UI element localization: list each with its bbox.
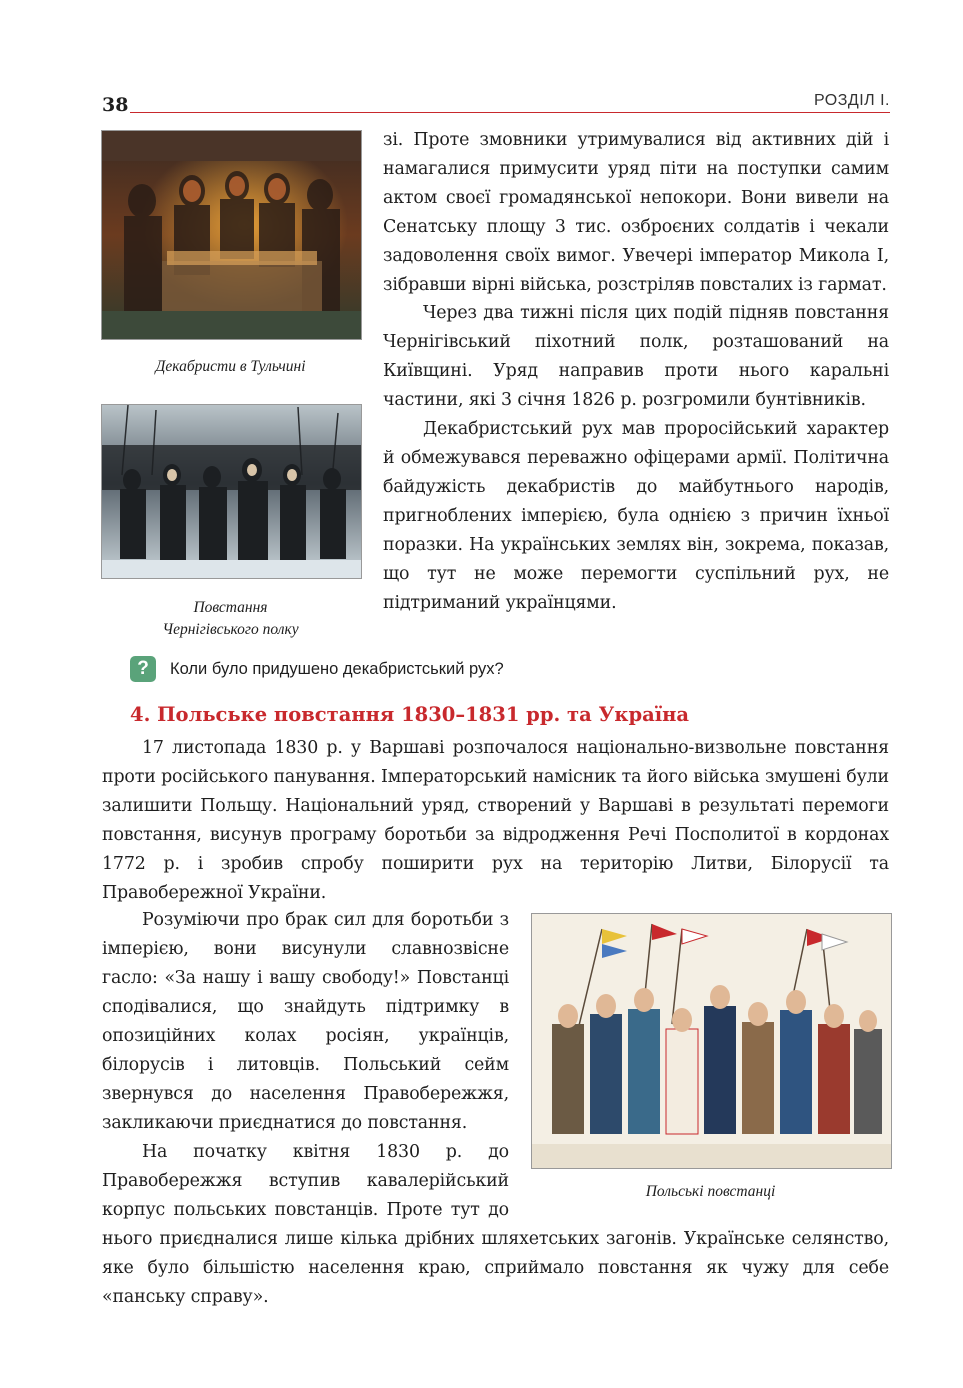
section-paragraph-1 xyxy=(102,734,889,907)
question-text: Коли було придушено декабристський рух? xyxy=(170,659,504,678)
chernihiv-caption-line2: Чернігівського полку xyxy=(162,621,299,638)
polish-insurgents-illustration xyxy=(531,913,892,1169)
paragraph: 17 листопада 1830 р. у Варшаві розпочалося національно-визвольне повстання проти російського панування. Імператорський намісник та його війська змушені були залишити Польщу. Національний уряд, створений у Варшаві в результаті перемоги повстання, висунув програму боротьби за відродження Речі Посполитої в кордонах 1772 р. і зробив спробу поширити рух на територію Литви, Білорусії та Правобережної України. xyxy=(102,738,889,903)
chernihiv-caption-line1: Повстання xyxy=(193,599,268,616)
chapter-title: РОЗДІЛ І. xyxy=(813,92,890,109)
question-mark-icon: ? xyxy=(130,656,156,682)
tulchyn-caption: Декабристи в Тульчині xyxy=(155,358,306,375)
right-column-text xyxy=(383,126,889,617)
tulchyn-painting xyxy=(101,130,362,340)
page-number: 38 xyxy=(102,94,129,116)
review-question xyxy=(130,656,504,682)
section-title: 4. Польське повстання 1830–1831 рр. та Україна xyxy=(130,703,690,726)
chernihiv-painting xyxy=(101,404,362,579)
paragraph: зі. Проте змовники утримувалися від активних дій і намагалися примусити уряд піти на поступки самим актом своєї громадянської непокори. Вони вивели на Сенатську площу 3 тис. озброєних солдатів і чекали задоволення своїх вимог. Увечері імператор Микола І, зібравши вірні війська, розстріляв повсталих із гармат. xyxy=(383,130,889,295)
paragraph: Декабристський рух мав проросійський характер й обмежувався переважно офіцерами армії. Політична байдужість декабристів до майбутнього народів, пригноблених імперією, була однією з причин їхньої поразки. На українських землях він, зокрема, показав, що тут не може перемогти суспільний рух, не підтриманий українцями. xyxy=(383,419,889,613)
paragraph: Через два тижні після цих подій підняв повстання Чернігівський піхотний полк, розташований на Київщині. Уряд направив проти нього каральні частини, які 3 січня 1826 р. розгромили бунтівників. xyxy=(383,303,889,411)
header-rule xyxy=(130,112,890,113)
paragraph: Розуміючи про брак сил для боротьби з імперією, вони висунули славнозвісне гасло: «За нашу і вашу свободу!» Повстанці сподівалися, що знайдуть підтримку в опозиційних колах росіян, українців, білорусів і литовців. Польський сейм звернувся до населення Правобережжя, закликаючи приєднатися до повстання. xyxy=(102,910,509,1133)
polish-caption: Польські повстанці xyxy=(645,1183,776,1200)
chernihiv-caption xyxy=(101,597,360,641)
paragraph: На початку квітня 1830 р. до Правобережжя вступив кавалерійський корпус польських повстанців. Проте тут до нього приєдналися лише кілька дрібних шляхетських загонів. Українське селянство, яке було більшістю населення краю, сприймало повстання як чужу для себе «панську справу». xyxy=(102,1142,889,1307)
